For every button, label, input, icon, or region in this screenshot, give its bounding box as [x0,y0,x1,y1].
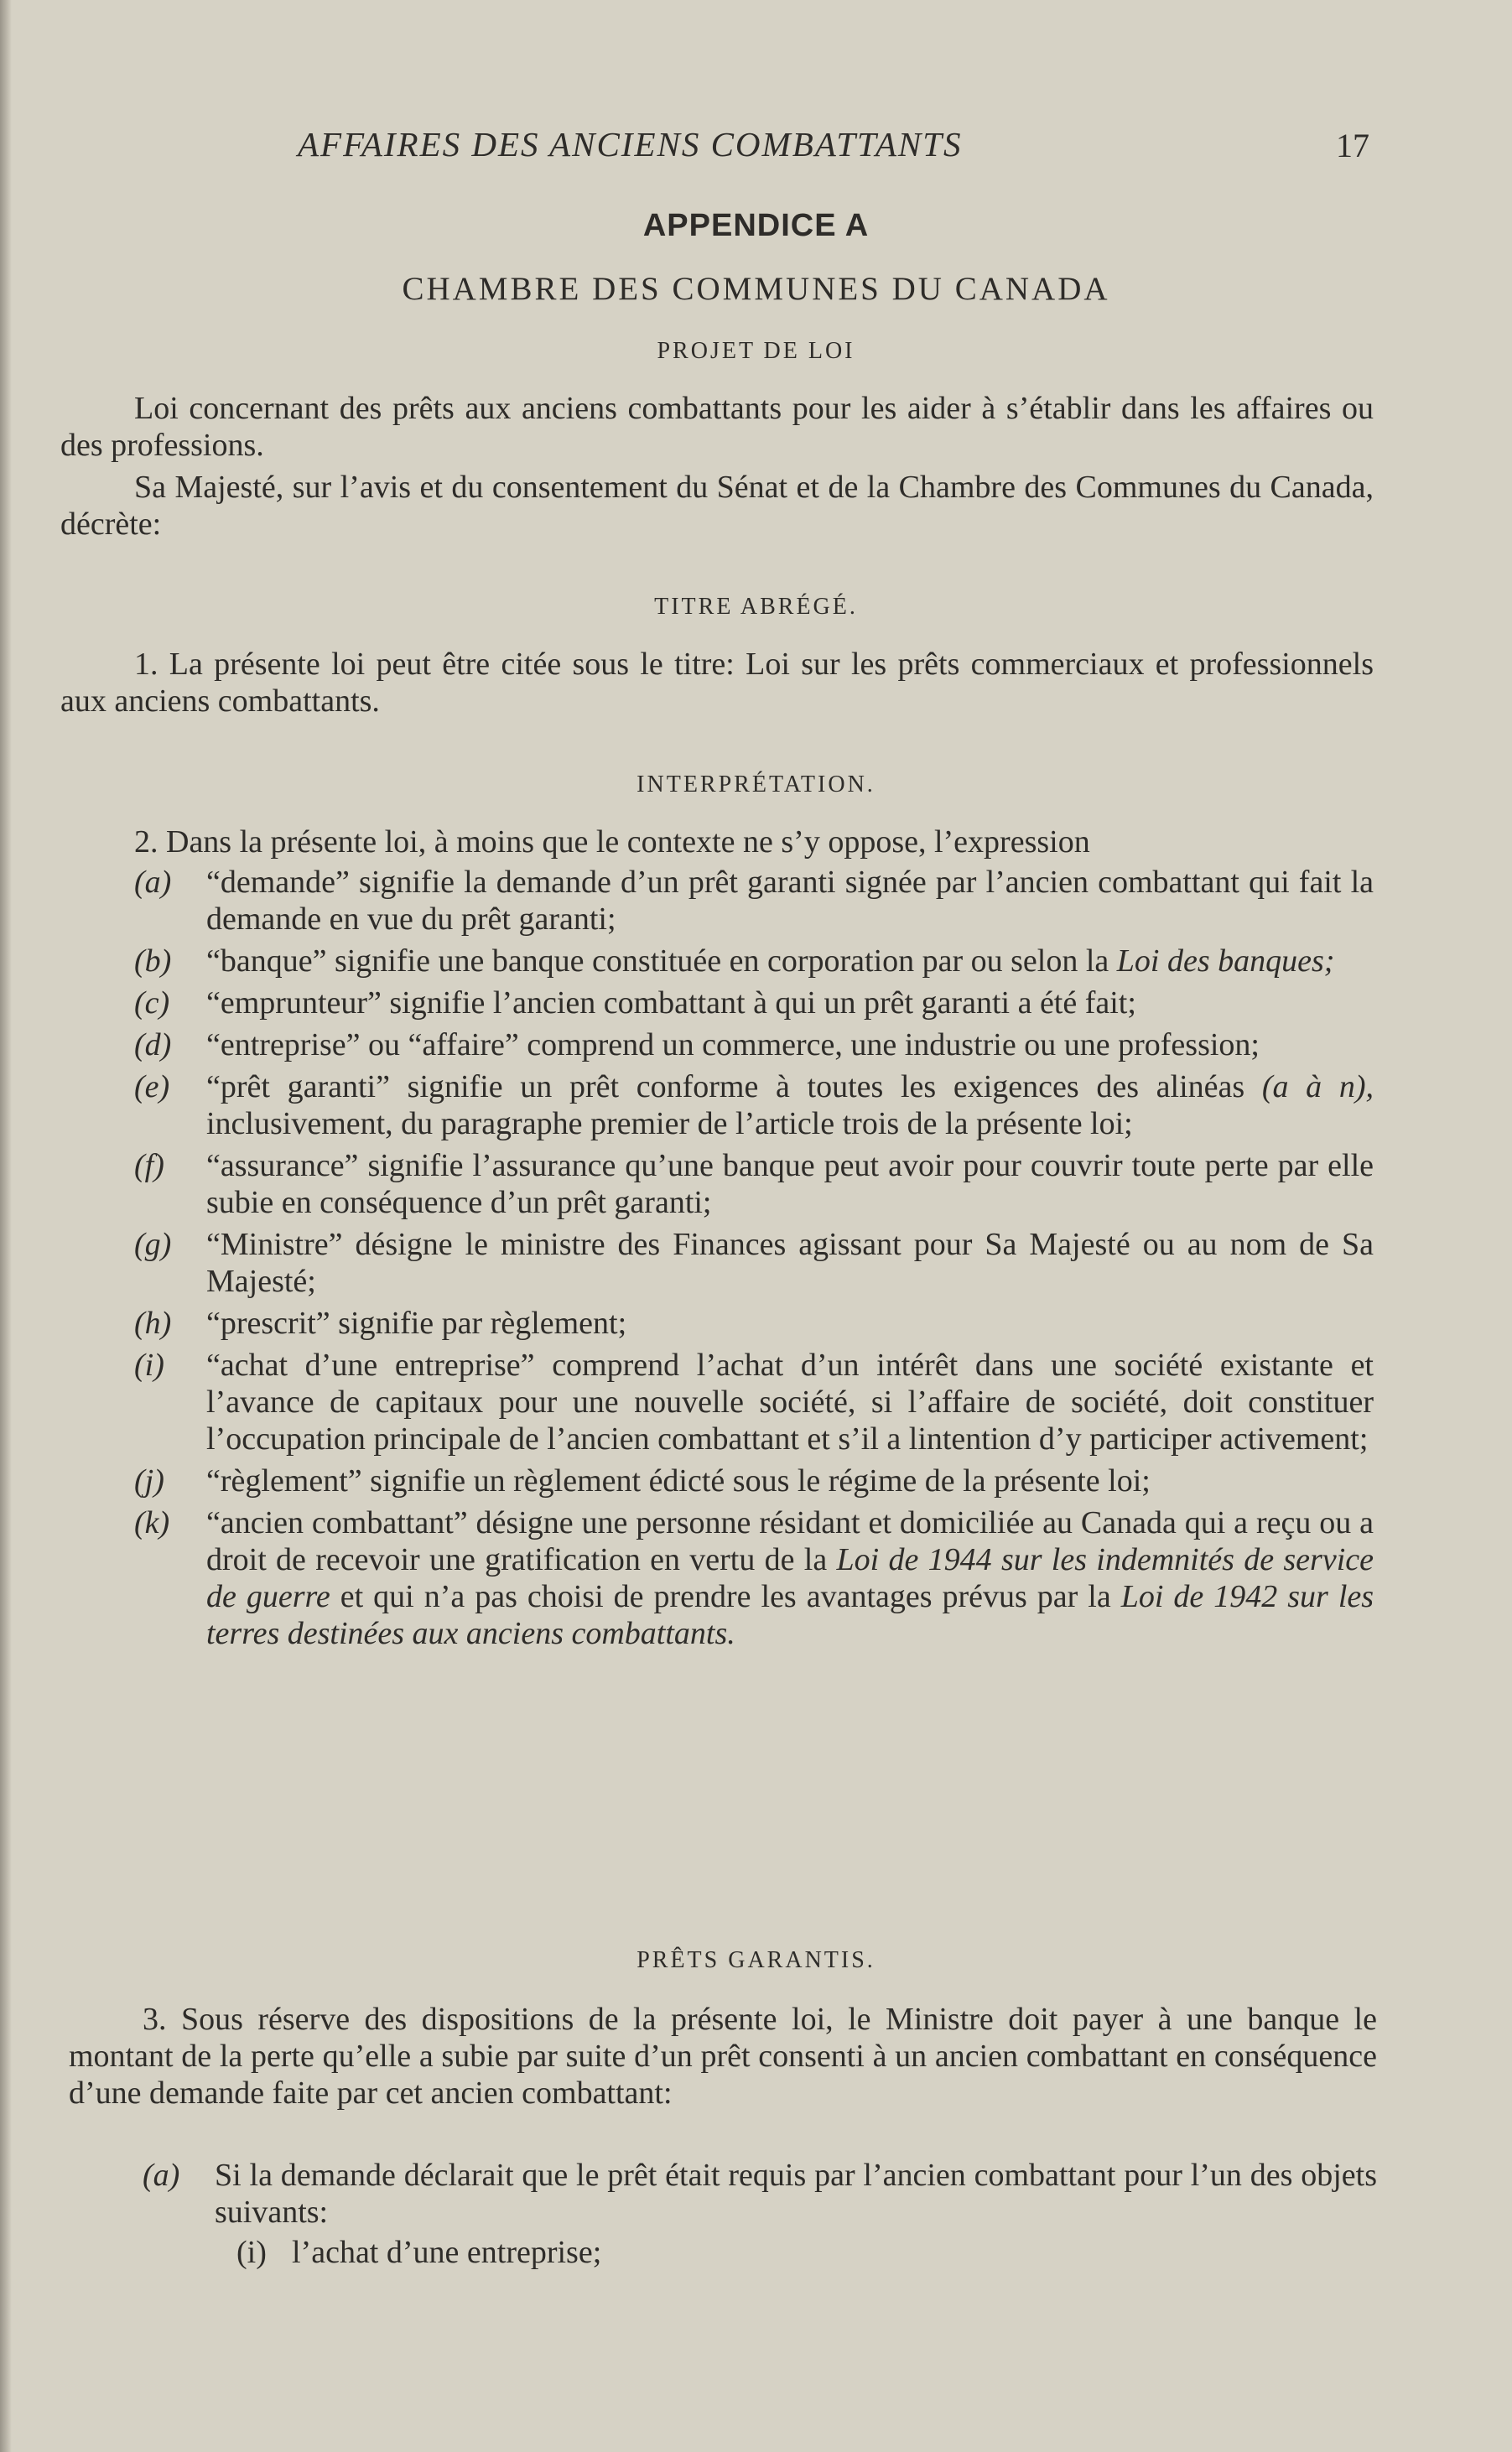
bill-label: PROJET DE LOI [657,338,855,364]
page-number: 17 [1336,127,1369,164]
subitem-label: (i) [236,2235,267,2270]
definition-text: “prescrit” signifie par règlement; [206,1306,627,1341]
definition-text: “prêt garanti” signifie un prêt conforme à toutes les exigences des alinéas [206,1069,1245,1104]
definition-label: (b) [134,943,172,979]
definition-italic: Loi des banques; [1116,943,1335,979]
item-text: Si la demande déclarait que le prêt était requis par l’ancien combattant pour l’un des objets suivants: [215,2158,1377,2230]
long-title: Loi concernant des prêts aux anciens combattants pour les aider à s’établir dans les affaires ou des professions. [60,391,1374,463]
definition-h [134,1305,1374,1342]
definition-text: “emprunteur” signifie l’ancien combattant à qui un prêt garanti a été fait; [206,985,1136,1021]
chamber-title: CHAMBRE DES COMMUNES DU CANADA [402,271,1110,307]
definition-label: (k) [134,1505,170,1540]
definition-i [134,1347,1374,1457]
section-3-subitem-i [236,2234,1377,2271]
definition-label: (f) [134,1148,164,1183]
section-2-intro: 2. Dans la présente loi, à moins que le contexte ne s’y oppose, l’expression [134,824,1090,860]
definition-text: “demande” signifie la demande d’un prêt garanti signée par l’ancien combattant qui fait la demande en vue du prêt garanti; [206,865,1374,937]
definition-j [134,1462,1374,1499]
definition-label: (g) [134,1227,172,1262]
definition-d [134,1026,1374,1063]
definition-f [134,1147,1374,1221]
item-label: (a) [143,2158,180,2193]
definition-italic: (a à n), [1261,1069,1374,1104]
subitem-text: l’achat d’une entreprise; [292,2235,602,2270]
definition-text: “Ministre” désigne le ministre des Finances agissant pour Sa Majesté ou au nom de Sa Majesté; [206,1227,1374,1299]
definition-list [134,864,1374,1657]
definition-text-after: et qui n’a pas choisi de prendre les avantages prévus par la [340,1579,1111,1614]
definition-italic-2: Loi de 1942 sur les terres destinées aux anciens combattants. [206,1579,1374,1651]
running-head: AFFAIRES DES ANCIENS COMBATTANTS [298,125,963,164]
heading-interpretation: INTERPRÉTATION. [636,771,876,797]
definition-label: (e) [134,1069,170,1104]
definition-text-wrap [206,1068,1374,1142]
definition-label: (j) [134,1463,164,1499]
definition-label: (h) [134,1306,172,1341]
definition-text-wrap [206,1504,1374,1652]
appendix-title: APPENDICE A [642,208,870,243]
section-3-intro: 3. Sous réserve des dispositions de la présente loi, le Ministre doit payer à une banque le montant de la perte qu’elle a subie par suite d’un prêt consenti à un ancien combattant en conséquence d’une demande faite par cet ancien combattant: [69,2002,1377,2111]
definition-label: (i) [134,1348,164,1383]
definition-g [134,1226,1374,1300]
definition-c [134,984,1374,1021]
section-1-text: 1. La présente loi peut être citée sous le titre: Loi sur les prêts commerciaux et professionnels aux anciens combattants. [60,647,1374,719]
definition-italic: Loi de 1944 sur les indemnités de service de guerre [206,1542,1374,1614]
definition-k [134,1504,1374,1652]
definition-a [134,864,1374,938]
heading-short-title: TITRE ABRÉGÉ. [654,594,858,620]
definition-text: “assurance” signifie l’assurance qu’une banque peut avoir pour couvrir toute perte par elle subie en conséquence d’un prêt garanti; [206,1148,1374,1220]
definition-text: “ancien combattant” désigne une personne résidant et domiciliée au Canada qui a reçu ou a droit de recevoir une gratification en vertu de la [206,1505,1374,1577]
definition-label: (c) [134,985,170,1021]
definition-text-after: inclusivement, du paragraphe premier de l’article trois de la présente loi; [206,1106,1133,1141]
definition-label: (d) [134,1027,172,1062]
section-3-item-a [143,2157,1377,2231]
definition-e [134,1068,1374,1142]
page-spine-shadow [0,0,12,2452]
heading-guaranteed-loans: PRÊTS GARANTIS. [636,1947,876,1973]
definition-text: “entreprise” ou “affaire” comprend un commerce, une industrie ou une profession; [206,1027,1260,1062]
definition-text: “règlement” signifie un règlement édicté sous le régime de la présente loi; [206,1463,1151,1499]
definition-label: (a) [134,865,172,900]
definition-text: “banque” signifie une banque constituée en corporation par ou selon la [206,943,1109,979]
definition-text-wrap [206,943,1374,979]
enacting-clause: Sa Majesté, sur l’avis et du consentement du Sénat et de la Chambre des Communes du Canada, décrète: [60,470,1374,542]
definition-b [134,943,1374,979]
definition-text: “achat d’une entreprise” comprend l’achat d’un intérêt dans une société existante et l’avance de capitaux pour une nouvelle société, si l’affaire de société, doit constituer l’occupation principale de l’ancien combattant et s’il a lintention d’y participer activement; [206,1348,1374,1457]
